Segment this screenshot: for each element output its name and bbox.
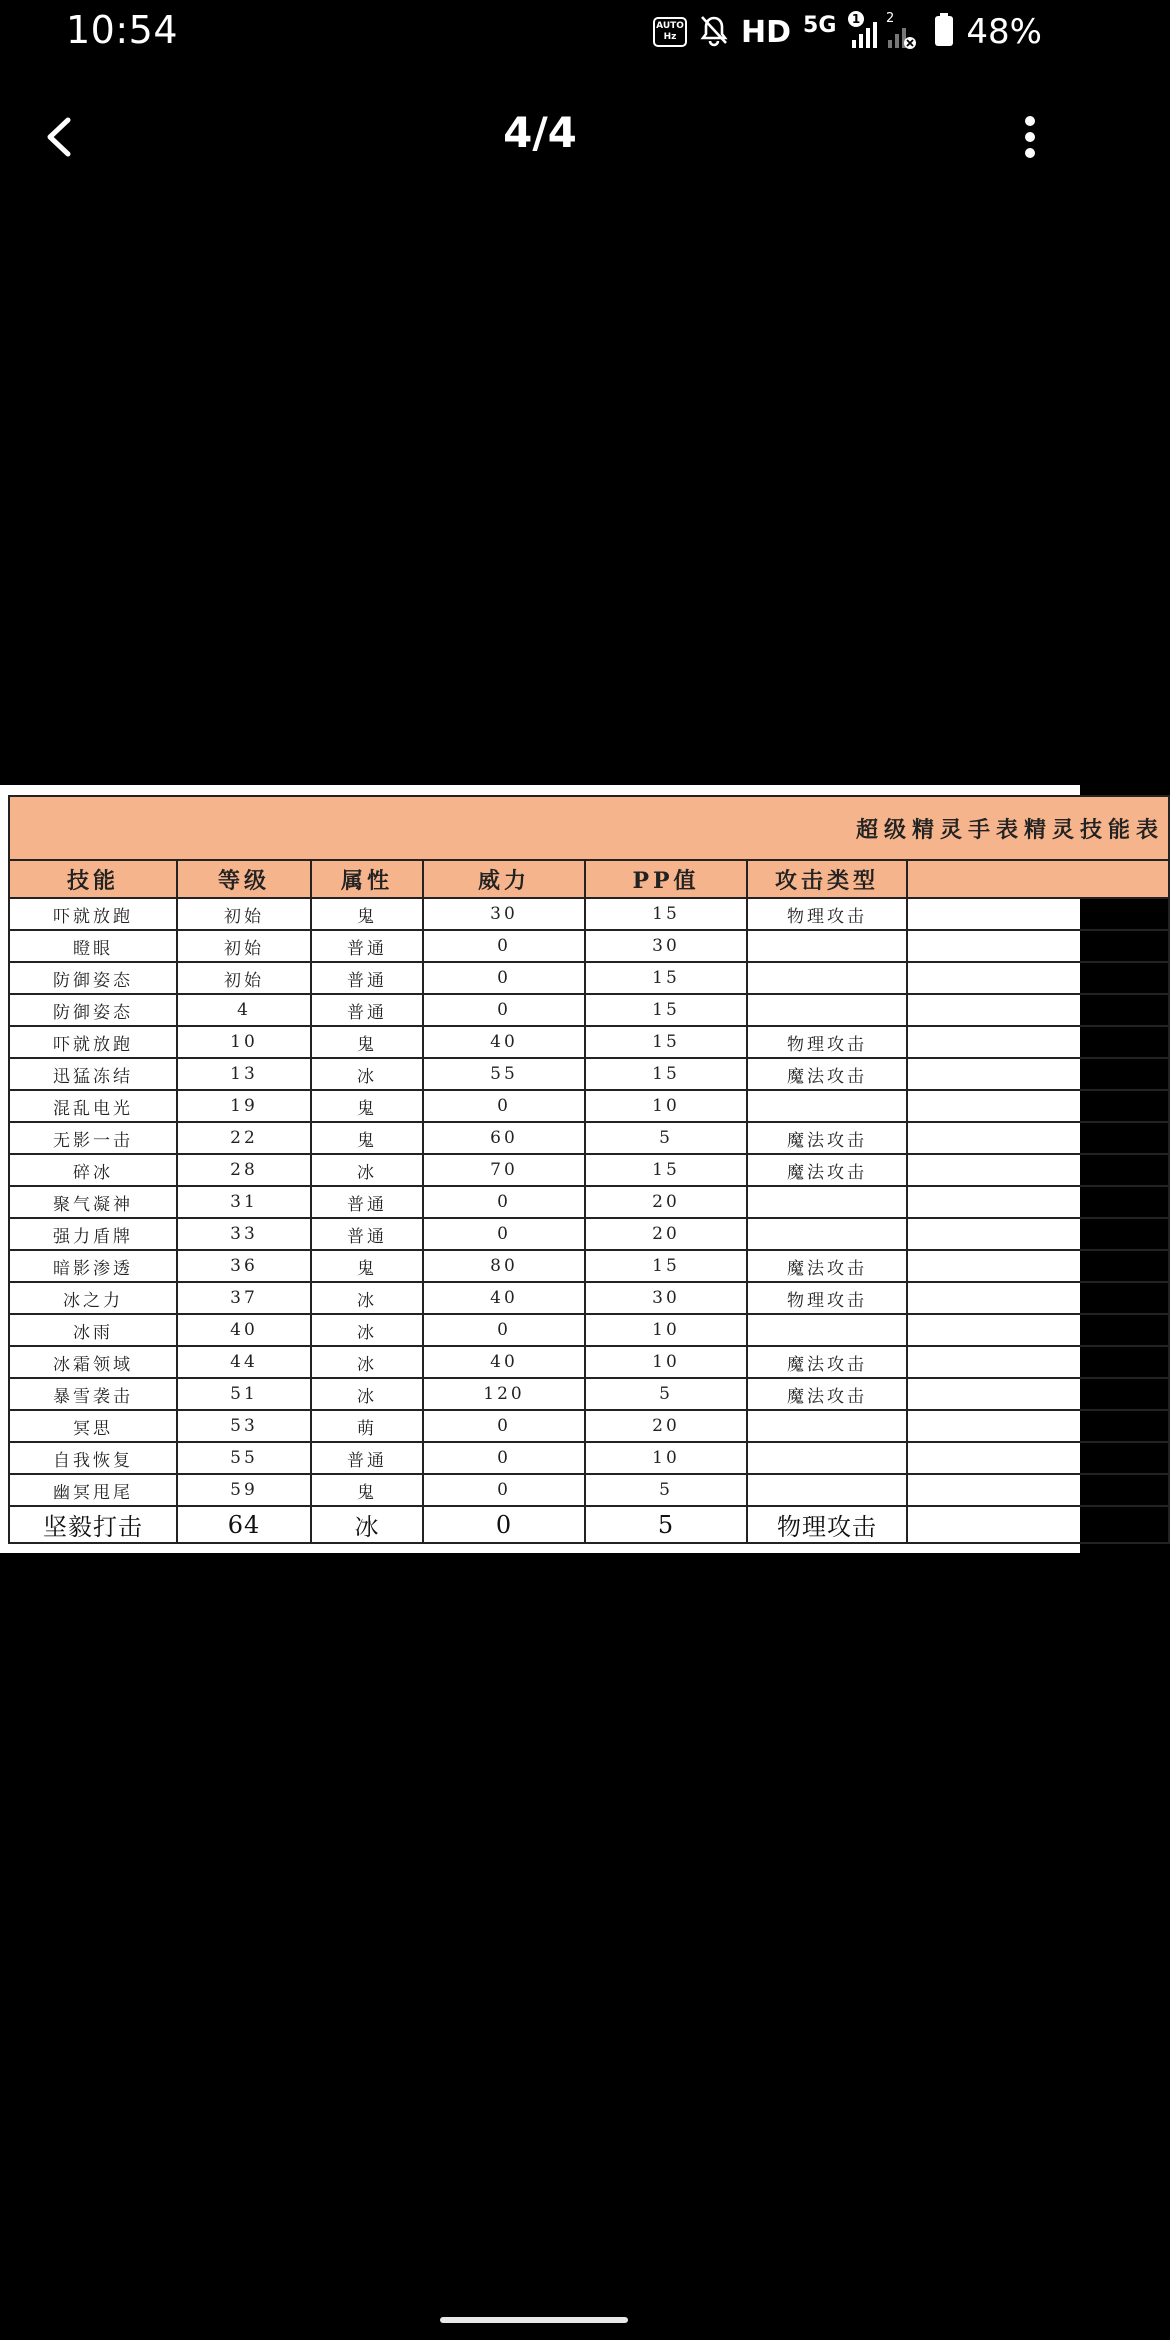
table-cell: 37 — [177, 1282, 311, 1314]
column-header: 属性 — [311, 860, 423, 898]
table-cell — [907, 1442, 1169, 1474]
table-cell: 40 — [423, 1282, 585, 1314]
table-cell: 22 — [177, 1122, 311, 1154]
table-cell: 冰 — [311, 1378, 423, 1410]
table-cell — [747, 1410, 907, 1442]
table-cell: 强力盾牌 — [9, 1218, 177, 1250]
skill-table — [8, 795, 1170, 1544]
home-indicator[interactable] — [440, 2317, 628, 2323]
document-image[interactable] — [0, 785, 1164, 1553]
table-cell: 120 — [423, 1378, 585, 1410]
table-cell: 魔法攻击 — [747, 1250, 907, 1282]
table-cell: 普通 — [311, 962, 423, 994]
table-row — [9, 930, 1169, 962]
table-cell: 5 — [585, 1506, 747, 1543]
table-cell: 萌 — [311, 1410, 423, 1442]
table-cell — [907, 1154, 1169, 1186]
column-header: 技能 — [9, 860, 177, 898]
table-cell: 15 — [585, 1250, 747, 1282]
table-cell: 普通 — [311, 1218, 423, 1250]
table-cell — [747, 1442, 907, 1474]
status-bar — [0, 0, 1080, 70]
table-cell: 33 — [177, 1218, 311, 1250]
table-cell: 无影一击 — [9, 1122, 177, 1154]
table-cell: 44 — [177, 1346, 311, 1378]
table-cell: 普通 — [311, 1442, 423, 1474]
table-cell: 聚气凝神 — [9, 1186, 177, 1218]
table-cell — [907, 1250, 1169, 1282]
table-cell: 64 — [177, 1506, 311, 1543]
table-cell: 防御姿态 — [9, 962, 177, 994]
table-row — [9, 1506, 1169, 1543]
table-cell: 0 — [423, 1090, 585, 1122]
table-cell: 冰 — [311, 1346, 423, 1378]
table-cell: 魔法攻击 — [747, 1154, 907, 1186]
table-cell: 魔法攻击 — [747, 1058, 907, 1090]
table-row — [9, 1218, 1169, 1250]
table-cell: 30 — [423, 898, 585, 930]
table-cell: 冰之力 — [9, 1282, 177, 1314]
table-cell: 自我恢复 — [9, 1442, 177, 1474]
more-options-button[interactable] — [1020, 112, 1040, 162]
table-cell — [907, 1186, 1169, 1218]
table-cell — [747, 994, 907, 1026]
table-cell: 冰 — [311, 1314, 423, 1346]
table-row — [9, 1474, 1169, 1506]
table-cell: 30 — [585, 930, 747, 962]
table-row — [9, 1122, 1169, 1154]
table-cell: 0 — [423, 1442, 585, 1474]
table-cell: 冰 — [311, 1282, 423, 1314]
viewer-top-bar — [0, 90, 1080, 180]
table-cell: 15 — [585, 962, 747, 994]
table-cell: 物理攻击 — [747, 1282, 907, 1314]
table-cell: 冥思 — [9, 1410, 177, 1442]
table-cell: 普通 — [311, 994, 423, 1026]
table-cell — [907, 1122, 1169, 1154]
table-cell: 瞪眼 — [9, 930, 177, 962]
table-cell: 51 — [177, 1378, 311, 1410]
table-row — [9, 1314, 1169, 1346]
table-cell: 36 — [177, 1250, 311, 1282]
svg-text:2: 2 — [886, 11, 895, 26]
table-row — [9, 1378, 1169, 1410]
table-cell: 普通 — [311, 930, 423, 962]
table-cell: 30 — [585, 1282, 747, 1314]
table-cell: 暴雪袭击 — [9, 1378, 177, 1410]
hd-indicator: HD — [741, 14, 792, 50]
table-cell — [907, 1218, 1169, 1250]
table-title: 超级精灵手表精灵技能表 — [9, 796, 1169, 860]
table-cell: 10 — [585, 1442, 747, 1474]
table-cell — [747, 962, 907, 994]
table-cell: 冰霜领域 — [9, 1346, 177, 1378]
table-cell: 吓就放跑 — [9, 898, 177, 930]
table-cell: 55 — [423, 1058, 585, 1090]
table-cell — [907, 994, 1169, 1026]
table-cell: 5 — [585, 1474, 747, 1506]
table-cell: 0 — [423, 1506, 585, 1543]
table-row — [9, 1250, 1169, 1282]
table-cell: 15 — [585, 1058, 747, 1090]
table-cell: 0 — [423, 1410, 585, 1442]
table-cell: 0 — [423, 1218, 585, 1250]
table-cell — [907, 1474, 1169, 1506]
table-cell: 0 — [423, 930, 585, 962]
table-cell: 5 — [585, 1122, 747, 1154]
table-cell: 0 — [423, 1186, 585, 1218]
table-cell: 10 — [585, 1346, 747, 1378]
table-cell: 10 — [585, 1314, 747, 1346]
table-cell: 15 — [585, 1154, 747, 1186]
table-cell — [907, 1506, 1169, 1543]
table-cell: 冰 — [311, 1506, 423, 1543]
table-cell: 40 — [423, 1346, 585, 1378]
table-cell: 物理攻击 — [747, 1506, 907, 1543]
table-cell: 鬼 — [311, 1026, 423, 1058]
table-cell: 0 — [423, 1474, 585, 1506]
table-row — [9, 898, 1169, 930]
table-row — [9, 962, 1169, 994]
table-cell — [747, 1186, 907, 1218]
table-cell — [907, 930, 1169, 962]
table-cell: 0 — [423, 994, 585, 1026]
table-cell: 普通 — [311, 1186, 423, 1218]
table-cell — [747, 1314, 907, 1346]
table-cell: 初始 — [177, 930, 311, 962]
table-cell: 10 — [177, 1026, 311, 1058]
column-header: 威力 — [423, 860, 585, 898]
table-cell: 15 — [585, 994, 747, 1026]
table-cell: 冰雨 — [9, 1314, 177, 1346]
table-cell: 物理攻击 — [747, 898, 907, 930]
network-type: 5G — [803, 13, 837, 38]
table-cell: 5 — [585, 1378, 747, 1410]
table-body — [9, 898, 1169, 1543]
table-cell: 55 — [177, 1442, 311, 1474]
table-cell: 防御姿态 — [9, 994, 177, 1026]
table-cell: 59 — [177, 1474, 311, 1506]
clock: 10:54 — [66, 8, 179, 52]
table-cell: 幽冥甩尾 — [9, 1474, 177, 1506]
table-row — [9, 1186, 1169, 1218]
table-cell: 魔法攻击 — [747, 1122, 907, 1154]
table-cell: 冰 — [311, 1154, 423, 1186]
table-cell — [907, 1282, 1169, 1314]
table-cell: 鬼 — [311, 1474, 423, 1506]
table-cell — [907, 1026, 1169, 1058]
table-cell: 13 — [177, 1058, 311, 1090]
table-cell: 冰 — [311, 1058, 423, 1090]
table-cell: 初始 — [177, 962, 311, 994]
more-vert-icon — [1020, 112, 1040, 162]
table-cell: 物理攻击 — [747, 1026, 907, 1058]
table-cell — [907, 1410, 1169, 1442]
table-cell — [747, 1474, 907, 1506]
table-row — [9, 1410, 1169, 1442]
battery-percent: 48% — [966, 12, 1042, 52]
column-header: PP值 — [585, 860, 747, 898]
table-cell: 4 — [177, 994, 311, 1026]
table-header-row — [9, 860, 1169, 898]
table-cell — [907, 962, 1169, 994]
table-cell — [907, 1378, 1169, 1410]
table-cell: 迅猛冻结 — [9, 1058, 177, 1090]
table-row — [9, 1058, 1169, 1090]
table-row — [9, 1282, 1169, 1314]
table-cell: 暗影渗透 — [9, 1250, 177, 1282]
table-cell: 80 — [423, 1250, 585, 1282]
table-row — [9, 1346, 1169, 1378]
status-icons — [653, 10, 1042, 54]
signal-icon — [848, 10, 922, 54]
table-cell — [907, 1314, 1169, 1346]
table-cell: 0 — [423, 962, 585, 994]
table-cell: 魔法攻击 — [747, 1378, 907, 1410]
table-cell: 鬼 — [311, 1250, 423, 1282]
table-cell — [907, 1090, 1169, 1122]
column-header: 等级 — [177, 860, 311, 898]
table-cell: 53 — [177, 1410, 311, 1442]
table-cell: 混乱电光 — [9, 1090, 177, 1122]
table-cell: 60 — [423, 1122, 585, 1154]
table-cell: 40 — [177, 1314, 311, 1346]
table-cell: 10 — [585, 1090, 747, 1122]
table-cell: 20 — [585, 1218, 747, 1250]
mute-bell-icon — [699, 14, 729, 50]
table-cell — [907, 898, 1169, 930]
table-cell: 15 — [585, 898, 747, 930]
auto-hz-icon: AUTO Hz — [653, 17, 687, 47]
table-cell: 坚毅打击 — [9, 1506, 177, 1543]
table-cell: 魔法攻击 — [747, 1346, 907, 1378]
table-cell: 碎冰 — [9, 1154, 177, 1186]
table-row — [9, 994, 1169, 1026]
table-cell: 15 — [585, 1026, 747, 1058]
table-cell: 40 — [423, 1026, 585, 1058]
table-cell: 初始 — [177, 898, 311, 930]
table-cell: 鬼 — [311, 1122, 423, 1154]
column-header: 攻击类型 — [747, 860, 907, 898]
table-cell: 0 — [423, 1314, 585, 1346]
table-cell: 鬼 — [311, 1090, 423, 1122]
table-row — [9, 1090, 1169, 1122]
table-cell: 鬼 — [311, 898, 423, 930]
table-row — [9, 1026, 1169, 1058]
table-cell: 28 — [177, 1154, 311, 1186]
table-cell — [747, 1218, 907, 1250]
table-cell: 31 — [177, 1186, 311, 1218]
table-cell — [747, 1090, 907, 1122]
page-counter: 4/4 — [503, 108, 577, 157]
table-row — [9, 1154, 1169, 1186]
table-cell — [907, 1058, 1169, 1090]
table-cell: 19 — [177, 1090, 311, 1122]
svg-text:1: 1 — [852, 12, 861, 26]
table-cell: 吓就放跑 — [9, 1026, 177, 1058]
table-cell — [747, 930, 907, 962]
column-header — [907, 860, 1169, 898]
table-cell: 70 — [423, 1154, 585, 1186]
table-row — [9, 1442, 1169, 1474]
table-cell — [907, 1346, 1169, 1378]
table-cell: 20 — [585, 1186, 747, 1218]
battery-icon — [934, 13, 954, 51]
table-cell: 20 — [585, 1410, 747, 1442]
